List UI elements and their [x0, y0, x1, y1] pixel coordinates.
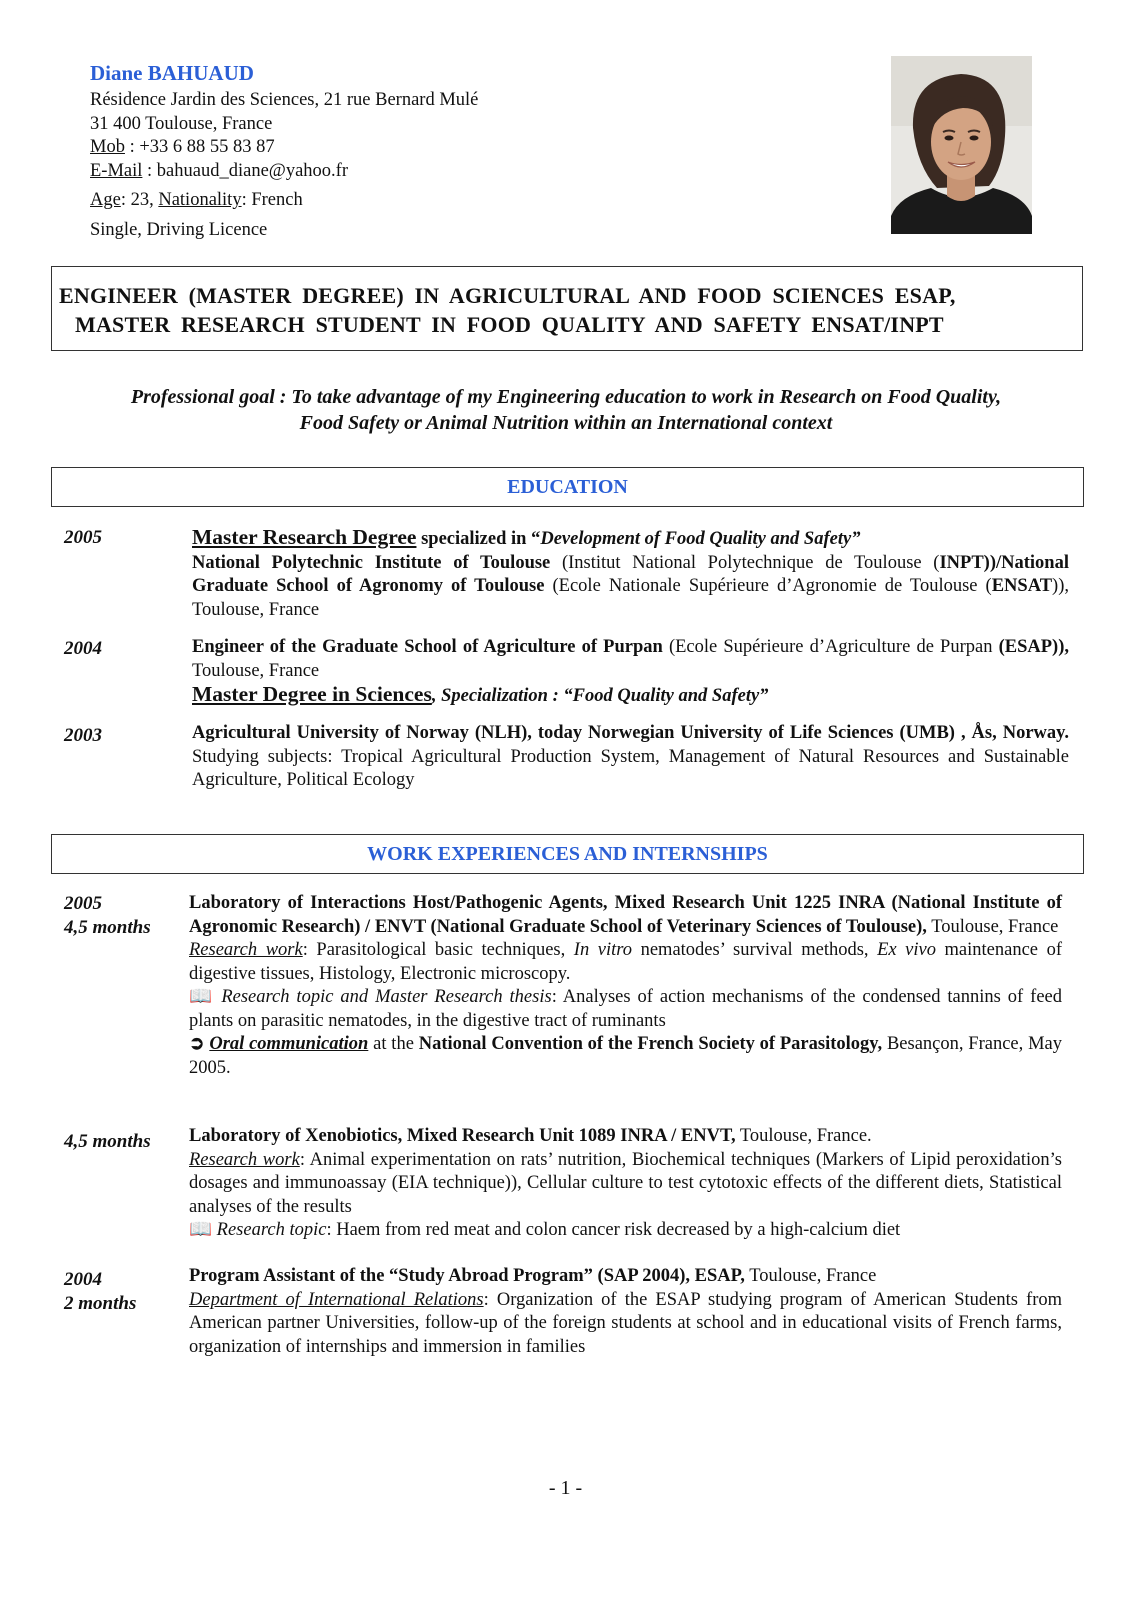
work-entry-1	[189, 892, 1062, 1080]
work1-research-topic-text: : Analyses of action mechanisms of the condensed tannins of feed plants on parasitic nematodes, in the digestive tract of ruminants	[189, 987, 1062, 1031]
portrait-illustration	[891, 56, 1032, 234]
professional-goal-line-2: Food Safety or Animal Nutrition within an International context	[299, 412, 833, 434]
work1-oc-a: at the	[368, 1034, 419, 1054]
work-entry-2	[189, 1125, 1062, 1243]
work1-duration: 4,5 months	[64, 917, 151, 938]
title-line-1: ENGINEER (MASTER DEGREE) IN AGRICULTURAL AND FOOD SCIENCES ESAP,	[59, 283, 956, 308]
work3-department-label: Department of International Relations	[189, 1289, 484, 1310]
esap-abbrev: (ESAP)),	[998, 637, 1069, 657]
mobile-value: : +33 6 88 55 83 87	[124, 137, 275, 157]
work2-research-topic-text: : Haem from red meat and colon cancer risk decreased by a high-calcium diet	[326, 1220, 901, 1240]
engineer-purpan: Engineer of the Graduate School of Agriculture of Purpan	[192, 637, 663, 657]
work2-research-work-text: : Animal experimentation on rats’ nutrition, Biochemical techniques (Markers of Lipid peroxidation’s dosages and immunoassay (EIA technique)), Cellular culture to test cytotoxic effects of the different diets, Statistical analyses of the results	[189, 1149, 1062, 1217]
work3-department-text: : Organization of the ESAP studying program of American Students from American partner Universities, follow-up of the foreign students at school and in educational visits of French farms, organization of internships and immersion in families	[189, 1289, 1062, 1357]
education-year-2005: 2005	[64, 527, 102, 548]
work1-rw-a: : Parasitological basic techniques,	[302, 940, 574, 960]
candidate-name: Diane BAHUAUD	[90, 61, 254, 85]
inst-ensat-fr: (Ecole Nationale Supérieure d’Agronomie de Toulouse (	[544, 576, 992, 596]
age-nationality-line	[90, 188, 303, 212]
education-heading: EDUCATION	[51, 467, 1084, 507]
work1-year: 2005	[64, 893, 102, 914]
work2-duration: 4,5 months	[64, 1131, 151, 1152]
work1-convention: National Convention of the French Society of Parasitology,	[418, 1034, 883, 1054]
mobile-label: Mob	[90, 137, 125, 157]
work-entry-3	[189, 1265, 1062, 1359]
work3-location: Toulouse, France	[744, 1266, 877, 1286]
education-year-2003: 2003	[64, 725, 102, 746]
work1-title: Laboratory of Interactions Host/Pathogenic Agents, Mixed Research Unit 1225 INRA (National Institute of Agronomic Research) / ENVT (National Graduate School of Veterinary Sciences of Toulouse),	[189, 893, 1062, 937]
age-value: : 23,	[120, 190, 159, 210]
spec-value: Development of Food Quality and Safety”	[540, 529, 861, 549]
email-value: : bahuaud_diane@yahoo.fr	[142, 161, 348, 181]
work1-in-vitro: In vitro	[573, 940, 633, 960]
work3-duration: 2 months	[64, 1293, 137, 1314]
profile-photo	[891, 56, 1032, 234]
address-line-2: 31 400 Toulouse, France	[90, 114, 273, 134]
work1-location: Toulouse, France	[926, 916, 1059, 937]
page-number: - 1 -	[548, 1477, 583, 1499]
work-heading: WORK EXPERIENCES AND INTERNSHIPS	[51, 834, 1084, 874]
norway-subjects: Studying subjects: Tropical Agricultural Production System, Management of Natural Resources and Sustainable Agriculture, Political Ecology	[192, 746, 1069, 790]
mobile-line	[90, 135, 275, 159]
nationality-value: : French	[241, 190, 303, 210]
education-entry-2003	[192, 722, 1069, 793]
arrow-icon: ➲	[189, 1034, 205, 1054]
address-line-1: Résidence Jardin des Sciences, 21 rue Bernard Mulé	[90, 90, 479, 110]
email-label: E-Mail	[90, 161, 143, 181]
education-2004-tail: Toulouse, France	[192, 660, 320, 681]
master-specialization: , Specialization : “Food Quality and Safety”	[431, 686, 769, 706]
work1-research-work-label: Research work	[189, 940, 303, 960]
engineer-purpan-fr: (Ecole Supérieure d’Agriculture de Purpan	[662, 637, 999, 657]
ensat-abbrev: ENSAT	[991, 576, 1053, 596]
work1-rw-b: nematodes’ survival methods,	[632, 940, 878, 960]
education-entry-2005	[192, 526, 1069, 622]
nationality-label: Nationality	[158, 190, 242, 210]
work1-rw-c: maintenance of digestive tissues, Histology, Electronic microscopy.	[189, 940, 1062, 984]
education-year-2004: 2004	[64, 638, 102, 659]
work3-title: Program Assistant of the “Study Abroad Program” (SAP 2004), ESAP,	[189, 1266, 745, 1286]
work2-location: Toulouse, France.	[735, 1126, 872, 1146]
inpt-abbrev: INPT	[939, 552, 984, 573]
master-degree-sciences: Master Degree in Sciences	[192, 682, 432, 706]
age-label: Age	[90, 190, 121, 210]
work1-oc-c: Besançon, France, May 2005.	[189, 1034, 1062, 1078]
work1-research-topic-label: Research topic and Master Research thesis	[214, 987, 552, 1007]
work1-ex-vivo: Ex vivo	[877, 940, 936, 960]
open-book-icon: 📖	[189, 1220, 213, 1240]
inst-ensat: ))/National Graduate School of Agronomy of Toulouse	[192, 552, 1069, 596]
norway-university: Agricultural University of Norway (NLH), today Norwegian University of Life Sciences (UMB) , Ås, Norway.	[192, 723, 1069, 743]
inst-inpt-fr: (Institut National Polytechnique de Toulouse (	[550, 552, 940, 573]
inst-inpt: National Polytechnic Institute of Toulouse	[192, 552, 551, 573]
open-book-icon: 📖	[189, 987, 215, 1007]
work2-title: Laboratory of Xenobiotics, Mixed Research Unit 1089 INRA / ENVT,	[189, 1126, 736, 1146]
oral-communication-label: Oral communication	[209, 1034, 369, 1054]
spec-label: specialized in “	[416, 529, 541, 549]
professional-goal-line-1: Professional goal : To take advantage of my Engineering education to work in Research on Food Quality,	[130, 386, 1002, 408]
email-line	[90, 159, 348, 183]
title-box	[51, 266, 1083, 351]
status-line: Single, Driving Licence	[90, 220, 268, 240]
title-line-2: MASTER RESEARCH STUDENT IN FOOD QUALITY AND SAFETY ENSAT/INPT	[75, 312, 944, 337]
work2-research-work-label: Research work	[189, 1149, 300, 1170]
education-entry-2004	[192, 636, 1069, 709]
work3-year: 2004	[64, 1269, 102, 1290]
education-2005-tail: )), Toulouse, France	[192, 576, 1069, 620]
master-research-degree: Master Research Degree	[192, 525, 417, 549]
work2-research-topic-label: Research topic	[212, 1220, 327, 1240]
